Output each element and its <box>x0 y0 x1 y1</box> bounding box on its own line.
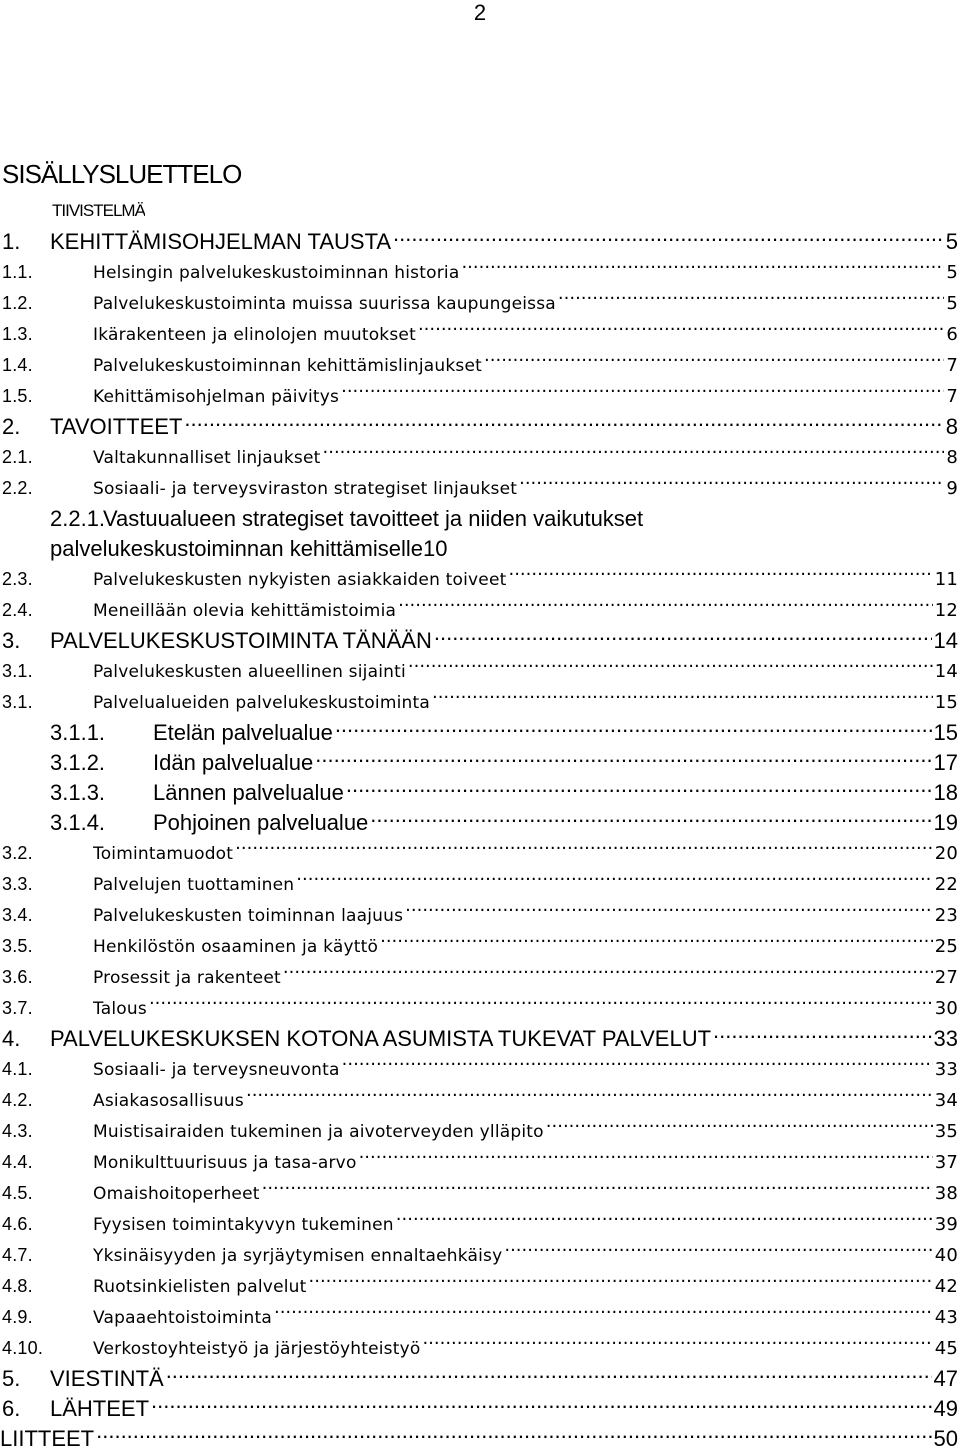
toc-entry-page: 34 <box>934 1090 958 1111</box>
toc-entry-number: 1.3. <box>2 324 33 344</box>
toc-entry-number: 4.5. <box>2 1183 33 1203</box>
toc-entry-page: 7 <box>946 386 958 407</box>
toc-entry-page: 20 <box>934 843 958 864</box>
toc-entry-title: Helsingin palvelukeskustoiminnan historia <box>93 263 460 283</box>
toc-entry-title: Palvelukeskusten toiminnan laajuus <box>93 906 404 926</box>
toc-entry[interactable] <box>0 473 958 504</box>
toc-entry-page: 39 <box>934 1214 958 1235</box>
toc-entry-title: Ruotsinkielisten palvelut <box>93 1277 307 1297</box>
toc-entry-page: 8 <box>946 447 958 468</box>
toc-entry-number: 3.3. <box>2 874 33 894</box>
dot-leader <box>484 353 944 371</box>
toc-entry[interactable] <box>0 1302 958 1333</box>
toc-entry-number: 4.2. <box>2 1090 33 1110</box>
toc-entry-title: Meneillään olevia kehittämistoimia <box>93 601 397 621</box>
dot-leader <box>283 965 933 983</box>
table-of-contents <box>0 194 958 1454</box>
toc-entry[interactable] <box>0 1271 958 1302</box>
toc-entry[interactable] <box>0 1178 958 1209</box>
toc-entry-number: 2.4. <box>2 600 33 620</box>
toc-entry-number: 3.4. <box>2 905 33 925</box>
toc-entry-number: 1.2. <box>2 293 33 313</box>
dot-leader <box>508 567 932 585</box>
dot-leader <box>558 291 944 309</box>
toc-entry-page: 9 <box>946 478 958 499</box>
toc-entry-page: 14 <box>934 661 958 682</box>
dot-leader <box>341 384 944 402</box>
toc-entry-title: Vastuualueen strategiset tavoitteet ja niiden vaikutukset <box>103 506 644 531</box>
toc-entry-number: 3.6. <box>2 967 33 987</box>
toc-entry-title: Pohjoinen palvelualue <box>153 810 369 835</box>
toc-entry-number: 4.4. <box>2 1152 33 1172</box>
toc-entry-page: 49 <box>933 1396 958 1421</box>
toc-entry[interactable] <box>0 319 958 350</box>
toc-entry-page: 17 <box>933 750 958 775</box>
toc-entry-page: 22 <box>934 874 958 895</box>
toc-entry-title: Kehittämisohjelman päivitys <box>93 387 340 407</box>
toc-entry-number: 4.6. <box>2 1214 33 1234</box>
dot-leader <box>546 1119 933 1137</box>
toc-entry-title: Etelän palvelualue <box>153 720 333 745</box>
toc-entry-title: Asiakasosallisuus <box>93 1091 244 1111</box>
toc-entry-title: Henkilöstön osaaminen ja käyttö <box>93 937 379 957</box>
toc-entry-number: 3.1.2. <box>50 750 106 775</box>
toc-entry[interactable] <box>0 962 958 993</box>
toc-entry[interactable] <box>0 1394 958 1424</box>
toc-entry[interactable] <box>0 778 958 808</box>
toc-entry[interactable] <box>0 626 958 656</box>
toc-entry-title: Prosessit ja rakenteet <box>93 968 281 988</box>
toc-entry-title: Lännen palvelualue <box>153 780 344 805</box>
toc-entry-title: Palvelukeskustoiminta muissa suurissa kaupungeissa <box>93 294 556 314</box>
toc-entry-page: 7 <box>946 355 958 376</box>
toc-entry-number: 5. <box>2 1366 21 1391</box>
toc-entry[interactable] <box>0 350 958 381</box>
toc-entry[interactable] <box>0 504 958 564</box>
dot-leader <box>166 1364 932 1386</box>
toc-entry-page: 33 <box>934 1059 958 1080</box>
toc-entry-title: Muistisairaiden tukeminen ja aivoterveyden ylläpito <box>93 1122 544 1142</box>
toc-entry-page: 5 <box>946 262 958 283</box>
dot-leader <box>323 445 945 463</box>
toc-entry[interactable] <box>0 718 958 748</box>
toc-entry-number: 3.1. <box>2 692 33 712</box>
dot-leader <box>519 476 944 494</box>
toc-entry[interactable] <box>0 1054 958 1085</box>
toc-entry[interactable] <box>0 442 958 473</box>
toc-entry-number: 3.1.3. <box>50 780 106 805</box>
dot-leader <box>309 1274 933 1292</box>
toc-entry-number: 3.1.1. <box>50 720 106 745</box>
toc-entry-title: Palvelujen tuottaminen <box>93 875 295 895</box>
toc-entry[interactable] <box>0 838 958 869</box>
toc-entry-page: 15 <box>934 692 958 713</box>
dot-leader <box>151 1394 931 1416</box>
dot-leader <box>246 1088 933 1106</box>
toc-entry-page: 30 <box>934 998 958 1019</box>
dot-leader <box>96 1424 931 1446</box>
toc-entry-page: 5 <box>946 293 958 314</box>
toc-entry-title: TIIVISTELMÄ <box>52 201 145 220</box>
toc-entry-number: 4.8. <box>2 1276 33 1296</box>
toc-entry-title: Yksinäisyyden ja syrjäytymisen ennaltaehkäisy <box>93 1246 503 1266</box>
toc-entry-number: 2.1. <box>2 447 33 467</box>
toc-entry-page: 43 <box>934 1307 958 1328</box>
toc-entry-page: 25 <box>934 936 958 957</box>
dot-leader <box>418 322 944 340</box>
toc-entry-abstract[interactable] <box>0 194 958 227</box>
toc-entry-number: 2.2.1. <box>50 506 106 531</box>
toc-entry-page: 5 <box>945 229 958 254</box>
toc-entry[interactable] <box>0 564 958 595</box>
toc-entry-title: PALVELUKESKUKSEN KOTONA ASUMISTA TUKEVAT PALVELUT <box>50 1026 712 1051</box>
dot-leader <box>342 1057 933 1075</box>
toc-entry-number: 2.3. <box>2 569 33 589</box>
dot-leader <box>296 872 932 890</box>
toc-entry[interactable] <box>0 412 958 442</box>
toc-entry[interactable] <box>0 1333 958 1364</box>
toc-entry-page: 37 <box>934 1152 958 1173</box>
toc-entry-title: Toimintamuodot <box>93 844 234 864</box>
toc-entry-title: Palvelukeskusten nykyisten asiakkaiden toiveet <box>93 570 507 590</box>
toc-entry-number: 1.4. <box>2 355 33 375</box>
toc-entry[interactable] <box>0 1024 958 1054</box>
dot-leader <box>235 841 933 859</box>
toc-entry-page: 15 <box>933 720 958 745</box>
page-number: 2 <box>473 0 487 25</box>
toc-entry[interactable] <box>0 257 958 288</box>
toc-entry[interactable] <box>0 1240 958 1271</box>
dot-leader <box>335 718 932 740</box>
toc-entry[interactable] <box>0 1116 958 1147</box>
toc-entry-title: Fyysisen toimintakyvyn tukeminen <box>93 1215 394 1235</box>
toc-entry-number: 1. <box>2 229 21 254</box>
toc-entry-page: 18 <box>933 780 958 805</box>
dot-leader <box>432 690 933 708</box>
toc-entry-number: 4.1. <box>2 1059 33 1079</box>
dot-leader <box>398 598 933 616</box>
toc-entry[interactable] <box>0 1085 958 1116</box>
toc-entry[interactable] <box>0 381 958 412</box>
toc-entry-number: 4. <box>2 1026 21 1051</box>
toc-entry-title: PALVELUKESKUSTOIMINTA TÄNÄÄN <box>50 628 432 653</box>
toc-entry-page: 19 <box>933 810 958 835</box>
dot-leader <box>393 227 944 249</box>
toc-entry-title: Sosiaali- ja terveysviraston strategiset linjaukset <box>93 479 518 499</box>
toc-entry-number: 3.7. <box>2 998 33 1018</box>
toc-entry-title: Sosiaali- ja terveysneuvonta <box>93 1060 340 1080</box>
toc-entry-number: 3. <box>2 628 21 653</box>
toc-entry-title: LIITTEET <box>0 1426 95 1451</box>
toc-entry-title: Monikulttuurisuus ja tasa-arvo <box>93 1153 357 1173</box>
toc-entry-page: 11 <box>934 569 958 590</box>
toc-entry[interactable] <box>0 808 958 838</box>
toc-entry-title: Palvelualueiden palvelukeskustoiminta <box>93 693 430 713</box>
toc-entry[interactable] <box>0 900 958 931</box>
toc-entry[interactable] <box>0 595 958 626</box>
dot-leader <box>434 626 932 648</box>
dot-leader <box>713 1024 931 1046</box>
toc-entry-title: VIESTINTÄ <box>50 1366 164 1391</box>
toc-entry[interactable] <box>0 931 958 962</box>
toc-entry-title: Vapaaehtoistoiminta <box>93 1308 272 1328</box>
toc-entry-page: 8 <box>945 414 958 439</box>
toc-entry-title: Talous <box>93 999 147 1019</box>
toc-entry-title: Palvelukeskustoiminnan kehittämislinjaukset <box>93 356 483 376</box>
toc-entry-title: Ikärakenteen ja elinolojen muutokset <box>93 325 416 345</box>
toc-entry-number: 4.7. <box>2 1245 33 1265</box>
toc-entry-page: 10 <box>422 536 448 561</box>
toc-entry[interactable] <box>0 288 958 319</box>
toc-entry-number: 3.2. <box>2 843 33 863</box>
toc-entry-title: KEHITTÄMISOHJELMAN TAUSTA <box>50 229 392 254</box>
dot-leader <box>315 748 931 770</box>
toc-entry-page: 42 <box>934 1276 958 1297</box>
toc-entry-number: 3.1.4. <box>50 810 106 835</box>
dot-leader <box>504 1243 932 1261</box>
dot-leader <box>422 1336 932 1354</box>
dot-leader <box>370 808 931 830</box>
toc-entry-number: 4.9. <box>2 1307 33 1327</box>
toc-entry-number: 2. <box>2 414 21 439</box>
toc-entry-number: 4.10. <box>2 1338 44 1358</box>
toc-entry-number: 6. <box>2 1396 21 1421</box>
dot-leader <box>380 934 933 952</box>
dot-leader <box>346 778 932 800</box>
toc-entry-page: 40 <box>934 1245 958 1266</box>
toc-entry-title: Verkostoyhteistyö ja järjestöyhteistyö <box>93 1339 421 1359</box>
toc-entry-title: Valtakunnalliset linjaukset <box>93 448 321 468</box>
toc-entry-page: 23 <box>934 905 958 926</box>
toc-entry-page: 50 <box>933 1426 958 1451</box>
toc-entry-title: TAVOITTEET <box>50 414 183 439</box>
toc-entry-page: 12 <box>934 600 958 621</box>
toc-entries <box>0 227 958 1454</box>
dot-leader <box>274 1305 933 1323</box>
dot-leader <box>184 412 943 434</box>
dot-leader <box>359 1150 933 1168</box>
toc-entry-page: 35 <box>934 1121 958 1142</box>
dot-leader <box>149 996 933 1014</box>
toc-entry-number: 2.2. <box>2 478 33 498</box>
toc-entry[interactable] <box>0 993 958 1024</box>
toc-entry-number: 1.5. <box>2 386 33 406</box>
toc-entry-page: 14 <box>933 628 958 653</box>
toc-entry-page: 38 <box>934 1183 958 1204</box>
toc-entry-page: 27 <box>934 967 958 988</box>
dot-leader <box>405 903 933 921</box>
toc-entry-number: 1.1. <box>2 262 33 282</box>
toc-entry-page: 33 <box>933 1026 958 1051</box>
toc-entry-title-continued: palvelukeskustoiminnan kehittämiselle <box>50 536 423 561</box>
toc-entry[interactable] <box>0 748 958 778</box>
dot-leader <box>396 1212 933 1230</box>
toc-entry-number: 3.5. <box>2 936 33 956</box>
toc-entry[interactable] <box>0 1147 958 1178</box>
dot-leader <box>262 1181 933 1199</box>
toc-entry-title: LÄHTEET <box>50 1396 150 1421</box>
toc-entry-title: Omaishoitoperheet <box>93 1184 260 1204</box>
toc-entry-title: Idän palvelualue <box>153 750 314 775</box>
toc-entry-number: 4.3. <box>2 1121 33 1141</box>
toc-heading: SISÄLLYSLUETTELO <box>2 159 242 189</box>
toc-entry[interactable] <box>0 1424 958 1454</box>
toc-entry-page: 6 <box>946 324 958 345</box>
toc-entry[interactable] <box>0 227 958 257</box>
toc-entry[interactable] <box>0 656 958 687</box>
dot-leader <box>408 659 933 677</box>
toc-entry-number: 3.1. <box>2 661 33 681</box>
toc-entry[interactable] <box>0 1364 958 1394</box>
dot-leader <box>461 260 944 278</box>
toc-entry[interactable] <box>0 687 958 718</box>
toc-entry-page: 47 <box>933 1366 958 1391</box>
toc-entry[interactable] <box>0 869 958 900</box>
toc-entry-page: 45 <box>934 1338 958 1359</box>
toc-entry[interactable] <box>0 1209 958 1240</box>
toc-entry-title: Palvelukeskusten alueellinen sijainti <box>93 662 406 682</box>
